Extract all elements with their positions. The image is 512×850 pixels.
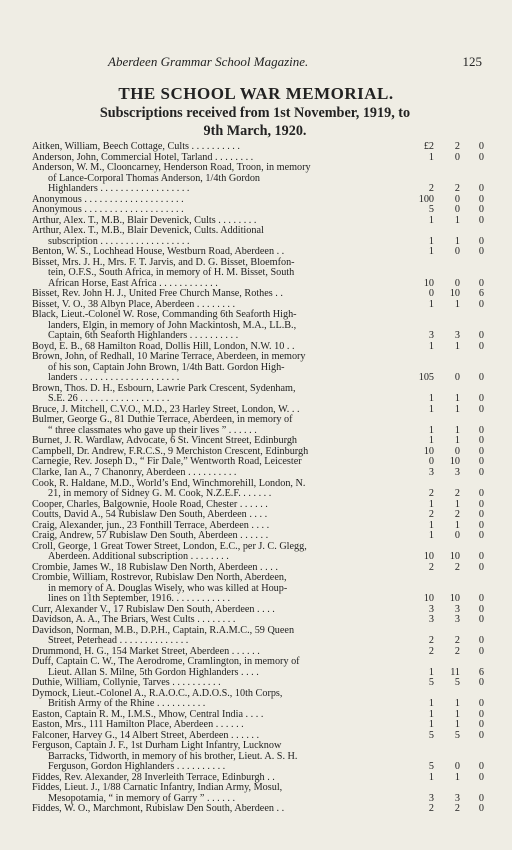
- subscription-entry: [32, 626, 484, 647]
- entry-amount: [404, 300, 484, 311]
- entry-amount: [404, 500, 484, 511]
- entry-text-line: Duthie, William, Collynie, Tarves . . . . . . . . . .: [32, 677, 221, 689]
- amount-pounds: 1: [428, 298, 434, 310]
- entry-amount: [404, 216, 484, 227]
- amount-pence: 0: [478, 193, 484, 205]
- entry-text-line: landers . . . . . . . . . . . . . . . . . . . .: [48, 372, 180, 384]
- entry-text-line: Brown, Thos. D. H., Esbourn, Lawrie Park Crescent, Sydenham,: [32, 382, 296, 394]
- amount-shillings: 10: [449, 456, 460, 468]
- entry-amount: [404, 237, 484, 248]
- entry-text-line: Ferguson, Captain J. F., 1st Durham Light Infantry, Lucknow: [32, 740, 282, 752]
- entry-text-line: Curr, Alexander V., 17 Rubislaw Den South, Aberdeen . . . .: [32, 603, 275, 615]
- amount-pounds: 1: [428, 666, 434, 678]
- entry-text-line: Arthur, Alex. T., M.B., Blair Devenick, Cults. Additional: [32, 225, 264, 237]
- amount-pounds: 1: [428, 771, 434, 783]
- subscription-entry: [32, 415, 484, 436]
- amount-shillings: 2: [454, 561, 460, 573]
- entry-amount: [404, 563, 484, 574]
- entry-text-line: Lieut. Allan S. Milne, 5th Gordon Highlanders . . . .: [48, 666, 259, 678]
- amount-shillings: 2: [454, 803, 460, 815]
- amount-pounds: 2: [428, 509, 434, 521]
- entry-amount: [404, 142, 484, 153]
- entry-text-line: Fiddes, Rev. Alexander, 28 Inverleith Terrace, Edinburgh . .: [32, 771, 275, 783]
- subscription-entry: [32, 741, 484, 773]
- entry-amount: [404, 457, 484, 468]
- amount-shillings: 0: [454, 204, 460, 216]
- entry-amount: [404, 731, 484, 742]
- amount-pence: 6: [478, 666, 484, 678]
- amount-pounds: 1: [428, 519, 434, 531]
- magazine-title: Aberdeen Grammar School Magazine.: [108, 54, 309, 69]
- entry-text-line: Highlanders . . . . . . . . . . . . . . . . . .: [48, 183, 190, 195]
- amount-pence: 0: [478, 340, 484, 352]
- amount-pence: 0: [478, 771, 484, 783]
- amount-pounds: 1: [428, 403, 434, 415]
- subscription-entry: [32, 226, 484, 247]
- entry-text-line: Easton, Captain R. M., I.M.S., Mhow, Central India . . . .: [32, 708, 264, 720]
- amount-shillings: 3: [454, 466, 460, 478]
- amount-pence: 0: [478, 519, 484, 531]
- entry-text-line: “ three classmates who gave up their lives ” . . . . . .: [48, 424, 257, 436]
- entry-text-line: Street, Peterhead . . . . . . . . . . . . . .: [48, 635, 189, 647]
- amount-pence: 0: [478, 792, 484, 804]
- entry-text-line: S.E. 26 . . . . . . . . . . . . . . . . . .: [48, 393, 170, 405]
- amount-shillings: 1: [454, 214, 460, 226]
- entry-amount: [404, 594, 484, 605]
- amount-pence: 0: [478, 761, 484, 773]
- entry-amount: [404, 195, 484, 206]
- amount-pounds: 5: [428, 677, 434, 689]
- subtitle-line: Subscriptions received from 1st November, 1919, to: [99, 105, 411, 121]
- subscription-entry: [32, 310, 484, 342]
- entry-amount: [404, 331, 484, 342]
- amount-pence: 0: [478, 246, 484, 258]
- amount-pence: 0: [478, 141, 484, 152]
- entry-amount: [404, 794, 484, 805]
- amount-pence: 0: [478, 645, 484, 657]
- subscription-entry: [32, 783, 484, 804]
- amount-shillings: 0: [454, 761, 460, 773]
- subscription-entry: [32, 657, 484, 678]
- amount-pounds: 1: [428, 719, 434, 731]
- amount-shillings: 2: [454, 141, 460, 152]
- amount-pence: 0: [478, 393, 484, 405]
- amount-shillings: 5: [454, 729, 460, 741]
- entry-text-line: Crombie, William, Rostrevor, Rubislaw Den North, Aberdeen,: [32, 572, 287, 584]
- amount-shillings: 5: [454, 677, 460, 689]
- amount-pounds: 10: [423, 277, 434, 289]
- entry-text-line: Anonymous . . . . . . . . . . . . . . . . . . . .: [32, 193, 184, 205]
- amount-pounds: 3: [428, 603, 434, 615]
- subscription-entry: [32, 542, 484, 563]
- amount-pence: 0: [478, 403, 484, 415]
- entry-text-line: Bisset, V. O., 38 Albyn Place, Aberdeen . . . . . . . .: [32, 298, 236, 310]
- entry-amount: [404, 247, 484, 258]
- amount-pounds: 10: [423, 593, 434, 605]
- amount-pence: 0: [478, 214, 484, 226]
- amount-pounds: 0: [428, 288, 434, 300]
- entry-text-line: tein, O.F.S., South Africa, in memory of H. M. Bisset, South: [48, 267, 295, 279]
- amount-shillings: 0: [454, 246, 460, 258]
- entry-text-line: subscription . . . . . . . . . . . . . . . . . .: [48, 235, 190, 247]
- page-number: 125: [462, 54, 482, 69]
- amount-pence: 0: [478, 635, 484, 647]
- subtitle-line: 9th March, 1920.: [203, 123, 307, 139]
- entry-text-line: of his son, Captain John Brown, 1/4th Batt. Gordon High-: [48, 361, 285, 373]
- entry-amount: [404, 552, 484, 563]
- amount-pounds: 2: [428, 488, 434, 500]
- amount-pounds: 3: [428, 466, 434, 478]
- entry-text-line: Fiddes, Lieut. J., 1/88 Carnatic Infantry, Indian Army, Mosul,: [32, 782, 283, 794]
- entry-amount: [404, 153, 484, 164]
- amount-pounds: 1: [428, 698, 434, 710]
- entry-text-line: Boyd, E. B., 68 Hamilton Road, Dollis Hill, London, N.W. 10 . .: [32, 340, 295, 352]
- entry-text-line: Anderson, W. M., Clooncarney, Henderson Road, Troon, in memory: [32, 162, 311, 174]
- amount-pounds: 3: [428, 614, 434, 626]
- amount-shillings: 1: [454, 298, 460, 310]
- amount-shillings: 1: [454, 771, 460, 783]
- entry-text-line: lines on 11th September, 1916. . . . . . . . . . . .: [48, 593, 231, 605]
- amount-pounds: 105: [418, 372, 434, 384]
- amount-pounds: 10: [423, 551, 434, 563]
- entry-text-line: Captain, 6th Seaforth Highlanders . . . . . . . . . .: [48, 330, 239, 342]
- amount-pence: 0: [478, 445, 484, 457]
- entry-amount: [404, 636, 484, 647]
- entry-amount: [404, 394, 484, 405]
- amount-pounds: 3: [428, 330, 434, 342]
- amount-shillings: 2: [454, 645, 460, 657]
- subscription-entry: [32, 163, 484, 195]
- amount-pence: 6: [478, 288, 484, 300]
- amount-shillings: 10: [449, 551, 460, 563]
- amount-shillings: 1: [454, 393, 460, 405]
- amount-shillings: 3: [454, 603, 460, 615]
- amount-pence: 0: [478, 593, 484, 605]
- amount-pence: 0: [478, 488, 484, 500]
- amount-pounds: 2: [428, 803, 434, 815]
- page-title: THE SCHOOL WAR MEMORIAL.: [118, 84, 394, 103]
- amount-pounds: 1: [428, 393, 434, 405]
- entry-amount: [404, 184, 484, 195]
- entry-text-line: Aitken, William, Beech Cottage, Cults . . . . . . . . . .: [32, 141, 240, 152]
- amount-pence: 0: [478, 708, 484, 720]
- entry-text-line: Black, Lieut.-Colonel W. Rose, Commanding 6th Seaforth High-: [32, 309, 297, 321]
- entry-text-line: Clarke, Ian A., 7 Chanonry, Aberdeen . . . . . . . . . .: [32, 466, 237, 478]
- amount-pence: 0: [478, 183, 484, 195]
- amount-shillings: 1: [454, 235, 460, 247]
- entry-amount: [404, 773, 484, 784]
- amount-pence: 0: [478, 298, 484, 310]
- entry-text-line: Mesopotamia, “ in memory of Garry ” . . . . . .: [48, 792, 236, 804]
- entry-amount: [404, 436, 484, 447]
- amount-shillings: 0: [454, 151, 460, 163]
- subscription-entry: [32, 468, 484, 479]
- entry-amount: [404, 531, 484, 542]
- amount-pounds: 1: [428, 246, 434, 258]
- entry-text-line: Dymock, Lieut.-Colonel A., R.A.O.C., A.D.O.S., 10th Corps,: [32, 687, 283, 699]
- entry-text-line: Davidson, A. A., The Briars, West Cults . . . . . . . .: [32, 614, 236, 626]
- amount-pounds: 1: [428, 151, 434, 163]
- amount-pounds: 2: [428, 561, 434, 573]
- entry-text-line: Aberdeen. Additional subscription . . . . . . . .: [48, 551, 229, 563]
- entry-text-line: Barracks, Tidworth, in memory of his brother, Lieut. A. S. H.: [48, 750, 298, 762]
- entry-text-line: British Army of the Rhine . . . . . . . . . .: [48, 698, 206, 710]
- amount-pence: 0: [478, 498, 484, 510]
- entry-text-line: of Lance-Corporal Thomas Anderson, 1/4th Gordon: [48, 172, 261, 184]
- entry-amount: [404, 405, 484, 416]
- entry-amount: [404, 373, 484, 384]
- amount-shillings: 3: [454, 330, 460, 342]
- amount-pounds: 5: [428, 729, 434, 741]
- amount-pence: 0: [478, 151, 484, 163]
- entry-amount: [404, 279, 484, 290]
- entry-amount: [404, 699, 484, 710]
- entry-amount: [404, 668, 484, 679]
- subscription-entry: [32, 352, 484, 384]
- amount-pounds: 0: [428, 456, 434, 468]
- amount-shillings: 1: [454, 424, 460, 436]
- entry-amount: [404, 489, 484, 500]
- running-header: [32, 54, 482, 70]
- entry-text-line: in memory of A. Douglas Wisely, who was killed at Houp-: [48, 582, 288, 594]
- entry-text-line: Anonymous . . . . . . . . . . . . . . . . . . . .: [32, 204, 184, 216]
- amount-shillings: 2: [454, 488, 460, 500]
- entry-amount: [404, 468, 484, 479]
- amount-pence: 0: [478, 466, 484, 478]
- entry-text-line: 21, in memory of Sidney G. M. Cook, N.Z.E.F. . . . . . .: [48, 488, 272, 500]
- amount-pence: 0: [478, 677, 484, 689]
- entry-text-line: Fiddes, W. O., Marchmont, Rubislaw Den South, Aberdeen . .: [32, 803, 285, 815]
- amount-pence: 0: [478, 614, 484, 626]
- subscription-entry: [32, 142, 484, 153]
- subscription-entry: [32, 510, 484, 521]
- entry-text-line: Falconer, Harvey G., 14 Albert Street, Aberdeen . . . . . .: [32, 729, 260, 741]
- subscription-entry: [32, 258, 484, 290]
- entry-text-line: Davidson, Norman, M.B., D.P.H., Captain, R.A.M.C., 59 Queen: [32, 624, 295, 636]
- entry-amount: [404, 510, 484, 521]
- amount-shillings: 3: [454, 614, 460, 626]
- entry-text-line: Easton, Mrs., 111 Hamilton Place, Aberdeen . . . . . .: [32, 719, 244, 731]
- entry-text-line: Burnet, J. R. Wardlaw, Advocate, 6 St. Vincent Street, Edinburgh: [32, 435, 298, 447]
- entry-text-line: Campbell, Dr. Andrew, F.R.C.S., 9 Merchiston Crescent, Edinburgh: [32, 445, 309, 457]
- amount-pence: 0: [478, 277, 484, 289]
- entry-amount: [404, 720, 484, 731]
- amount-pence: 0: [478, 603, 484, 615]
- entry-amount: [404, 289, 484, 300]
- entry-text-line: Arthur, Alex. T., M.B., Blair Devenick, Cults . . . . . . . .: [32, 214, 257, 226]
- entry-text-line: Bisset, Rev. John H. J., United Free Church Manse, Rothes . .: [32, 288, 283, 300]
- amount-shillings: 11: [450, 666, 460, 678]
- amount-pence: 0: [478, 729, 484, 741]
- entry-amount: [404, 710, 484, 721]
- amount-shillings: 1: [454, 719, 460, 731]
- entry-amount: [404, 678, 484, 689]
- amount-shillings: 1: [454, 403, 460, 415]
- amount-shillings: 10: [449, 593, 460, 605]
- amount-pence: 0: [478, 719, 484, 731]
- entry-text-line: Brown, John, of Redhall, 10 Marine Terrace, Aberdeen, in memory: [32, 351, 306, 363]
- subscription-entry: [32, 804, 484, 815]
- subscription-entry: [32, 384, 484, 405]
- entry-text-line: Craig, Alexander, jun., 23 Fonthill Terrace, Aberdeen . . . .: [32, 519, 270, 531]
- amount-pounds: 1: [428, 424, 434, 436]
- entry-text-line: Carnegie, Rev. Joseph D., “ Fir Dale,” Wentworth Road, Leicester: [32, 456, 302, 468]
- amount-shillings: 0: [454, 445, 460, 457]
- entry-amount: [404, 647, 484, 658]
- entry-text-line: Croll, George, 1 Great Tower Street, London, E.C., per J. C. Glegg,: [32, 540, 307, 552]
- amount-shillings: 0: [454, 530, 460, 542]
- subscription-entry: [32, 689, 484, 710]
- entry-amount: [404, 205, 484, 216]
- entry-amount: [404, 426, 484, 437]
- entry-amount: [404, 605, 484, 616]
- amount-pounds: £2: [423, 141, 434, 152]
- amount-shillings: 2: [454, 635, 460, 647]
- entry-amount: [404, 804, 484, 815]
- amount-shillings: 2: [454, 183, 460, 195]
- entry-text-line: Bisset, Mrs. J. H., Mrs. F. T. Jarvis, and D. G. Bisset, Bloemfon-: [32, 256, 295, 268]
- amount-pence: 0: [478, 330, 484, 342]
- entry-amount: [404, 521, 484, 532]
- amount-shillings: 10: [449, 288, 460, 300]
- amount-pence: 0: [478, 551, 484, 563]
- entry-amount: [404, 342, 484, 353]
- amount-shillings: 1: [454, 708, 460, 720]
- entry-text-line: Drummond, H. G., 154 Market Street, Aberdeen . . . . . .: [32, 645, 260, 657]
- entry-text-line: landers, Elgin, in memory of John Mackintosh, M.A., LL.B.,: [48, 319, 297, 331]
- amount-pence: 0: [478, 204, 484, 216]
- subtitle: [28, 104, 482, 140]
- amount-pounds: 2: [428, 183, 434, 195]
- amount-pounds: 5: [428, 204, 434, 216]
- entry-amount: [404, 447, 484, 458]
- amount-pence: 0: [478, 372, 484, 384]
- amount-shillings: 2: [454, 509, 460, 521]
- amount-pounds: 1: [428, 340, 434, 352]
- amount-pounds: 1: [428, 498, 434, 510]
- amount-pence: 0: [478, 530, 484, 542]
- amount-pounds: 2: [428, 645, 434, 657]
- amount-pounds: 100: [418, 193, 434, 205]
- amount-pounds: 1: [428, 214, 434, 226]
- entry-text-line: Ferguson, Gordon Highlanders . . . . . . . . . .: [48, 761, 226, 773]
- amount-pounds: 10: [423, 445, 434, 457]
- amount-pence: 0: [478, 803, 484, 815]
- entry-text-line: Cooper, Charles, Balgownie, Hoole Road, Chester . . . . . .: [32, 498, 268, 510]
- amount-pence: 0: [478, 509, 484, 521]
- entry-text-line: Benton, W. S., Lochhead House, Westburn Road, Aberdeen . .: [32, 246, 285, 258]
- amount-shillings: 1: [454, 698, 460, 710]
- entry-text-line: Bruce, J. Mitchell, C.V.O., M.D., 23 Harley Street, London, W. . .: [32, 403, 300, 415]
- amount-pounds: 3: [428, 792, 434, 804]
- entry-text-line: Cook, R. Haldane, M.D., World’s End, Winchmorehill, London, N.: [32, 477, 306, 489]
- amount-shillings: 1: [454, 519, 460, 531]
- amount-pence: 0: [478, 435, 484, 447]
- amount-pence: 0: [478, 424, 484, 436]
- entry-text-line: Anderson, John, Commercial Hotel, Tarland . . . . . . . .: [32, 151, 254, 163]
- amount-pence: 0: [478, 698, 484, 710]
- amount-shillings: 0: [454, 277, 460, 289]
- entry-text-line: African Horse, East Africa . . . . . . . . . . . .: [48, 277, 218, 289]
- amount-shillings: 0: [454, 372, 460, 384]
- amount-shillings: 0: [454, 193, 460, 205]
- amount-pounds: 1: [428, 435, 434, 447]
- entry-text-line: Bulmer, George G., 81 Duthie Terrace, Aberdeen, in memory of: [32, 414, 293, 426]
- amount-pounds: 1: [428, 235, 434, 247]
- subscription-list: [32, 142, 484, 815]
- amount-shillings: 1: [454, 340, 460, 352]
- entry-text-line: Crombie, James W., 18 Rubislaw Den North, Aberdeen . . . .: [32, 561, 278, 573]
- amount-pounds: 1: [428, 530, 434, 542]
- amount-shillings: 3: [454, 792, 460, 804]
- subscription-entry: [32, 573, 484, 605]
- amount-pounds: 2: [428, 635, 434, 647]
- amount-pounds: 1: [428, 708, 434, 720]
- entry-text-line: Craig, Andrew, 57 Rubislaw Den South, Aberdeen . . . . . .: [32, 530, 269, 542]
- amount-pounds: 5: [428, 761, 434, 773]
- entry-text-line: Duff, Captain C. W., The Aerodrome, Cramlington, in memory of: [32, 656, 300, 668]
- amount-pence: 0: [478, 235, 484, 247]
- entry-amount: [404, 615, 484, 626]
- amount-pence: 0: [478, 561, 484, 573]
- entry-text-line: Coutts, David A., 54 Rubislaw Den South, Aberdeen . . . .: [32, 509, 268, 521]
- amount-pence: 0: [478, 456, 484, 468]
- amount-shillings: 1: [454, 435, 460, 447]
- entry-amount: [404, 762, 484, 773]
- amount-shillings: 1: [454, 498, 460, 510]
- subscription-entry: [32, 479, 484, 500]
